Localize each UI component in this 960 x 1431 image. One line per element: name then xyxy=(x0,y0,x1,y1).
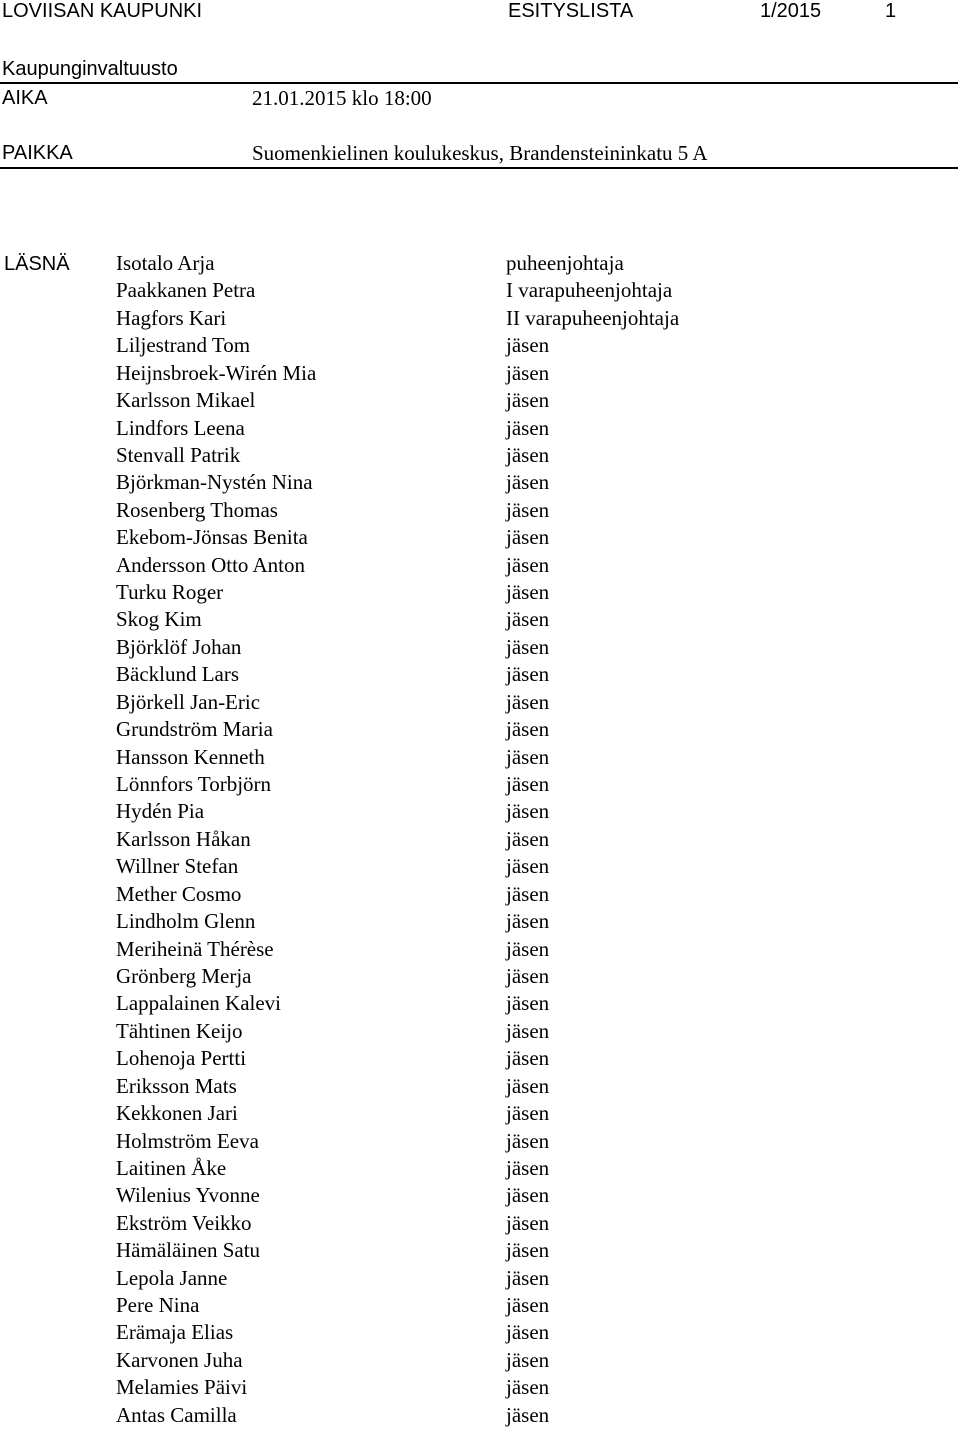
attendee-row xyxy=(0,306,960,333)
attendee-row xyxy=(0,772,960,799)
attendee-name: Andersson Otto Anton xyxy=(116,552,305,577)
attendee-row xyxy=(0,662,960,689)
attendee-role: jäsen xyxy=(506,991,550,1016)
attendee-name: Laitinen Åke xyxy=(116,1155,227,1180)
attendee-row xyxy=(0,1320,960,1347)
attendee-name: Liljestrand Tom xyxy=(116,333,251,358)
attendee-role: jäsen xyxy=(506,1128,550,1153)
attendee-name: Stenvall Patrik xyxy=(116,442,241,467)
attendee-name: Kekkonen Jari xyxy=(116,1101,238,1126)
attendee-role: jäsen xyxy=(506,826,550,851)
attendee-row xyxy=(0,580,960,607)
attendee-name: Björkman-Nystén Nina xyxy=(116,470,313,495)
place-label: PAIKKA xyxy=(2,142,73,164)
attendee-row xyxy=(0,251,960,278)
attendee-role: jäsen xyxy=(506,360,550,385)
attendee-row xyxy=(0,1348,960,1375)
attendee-name: Lindholm Glenn xyxy=(116,909,256,934)
attendee-name: Melamies Päivi xyxy=(116,1375,248,1400)
place-value: Suomenkielinen koulukeskus, Brandensteininkatu 5 A xyxy=(252,141,708,165)
attendee-row xyxy=(0,1211,960,1238)
attendee-role: jäsen xyxy=(506,1210,550,1235)
document-number: 1/2015 xyxy=(760,0,822,22)
attendee-name: Ekström Veikko xyxy=(116,1210,252,1235)
attendee-name: Lönnfors Torbjörn xyxy=(116,772,272,797)
attendee-name: Wilenius Yvonne xyxy=(116,1183,260,1208)
organ-name: Kaupunginvaltuusto xyxy=(2,58,178,80)
attendee-role: jäsen xyxy=(506,1155,550,1180)
attendee-name: Rosenberg Thomas xyxy=(116,497,278,522)
attendee-row xyxy=(0,635,960,662)
attendee-row xyxy=(0,1183,960,1210)
attendee-name: Hagfors Kari xyxy=(116,305,227,330)
attendee-row xyxy=(0,1238,960,1265)
attendee-role: jäsen xyxy=(506,607,550,632)
attendee-row xyxy=(0,333,960,360)
attendee-row xyxy=(0,278,960,305)
document-type: ESITYSLISTA xyxy=(508,0,634,22)
attendee-role: jäsen xyxy=(506,909,550,934)
attendee-name: Holmström Eeva xyxy=(116,1128,259,1153)
attendee-row xyxy=(0,470,960,497)
attendee-role: jäsen xyxy=(506,1347,550,1372)
attendee-name: Eriksson Mats xyxy=(116,1073,237,1098)
attendee-row xyxy=(0,1266,960,1293)
attendee-role: jäsen xyxy=(506,689,550,714)
attendee-row xyxy=(0,827,960,854)
attendee-row xyxy=(0,1293,960,1320)
present-label: LÄSNÄ xyxy=(4,253,70,275)
attendee-name: Willner Stefan xyxy=(116,854,239,879)
attendee-role: jäsen xyxy=(506,415,550,440)
time-value: 21.01.2015 klo 18:00 xyxy=(252,86,432,110)
attendee-name: Lindfors Leena xyxy=(116,415,245,440)
attendee-role: jäsen xyxy=(506,580,550,605)
attendee-role: jäsen xyxy=(506,772,550,797)
attendee-row xyxy=(0,991,960,1018)
attendee-name: Lohenoja Pertti xyxy=(116,1046,247,1071)
attendee-name: Ekebom-Jönsas Benita xyxy=(116,525,308,550)
attendee-role: jäsen xyxy=(506,963,550,988)
attendee-name: Björkell Jan-Eric xyxy=(116,689,261,714)
attendee-row xyxy=(0,1156,960,1183)
attendee-row xyxy=(0,799,960,826)
attendee-role: jäsen xyxy=(506,1183,550,1208)
attendee-role: jäsen xyxy=(506,1101,550,1126)
attendee-role: jäsen xyxy=(506,525,550,550)
attendee-row xyxy=(0,1403,960,1430)
attendee-role: jäsen xyxy=(506,1073,550,1098)
attendee-name: Mether Cosmo xyxy=(116,881,242,906)
attendee-row xyxy=(0,388,960,415)
attendee-role: jäsen xyxy=(506,1238,550,1263)
page-number: 1 xyxy=(885,0,897,22)
attendee-list xyxy=(0,251,960,1430)
attendee-role: I varapuheenjohtaja xyxy=(506,278,673,303)
attendee-role: jäsen xyxy=(506,634,550,659)
attendee-role: jäsen xyxy=(506,662,550,687)
attendee-name: Björklöf Johan xyxy=(116,634,242,659)
attendee-row xyxy=(0,443,960,470)
attendee-role: jäsen xyxy=(506,333,550,358)
attendee-role: jäsen xyxy=(506,799,550,824)
attendee-row xyxy=(0,361,960,388)
city-name: LOVIISAN KAUPUNKI xyxy=(2,0,203,22)
attendee-name: Karlsson Håkan xyxy=(116,826,251,851)
document-header xyxy=(0,0,960,24)
attendee-name: Tähtinen Keijo xyxy=(116,1018,243,1043)
attendee-row xyxy=(0,607,960,634)
attendee-row xyxy=(0,854,960,881)
attendee-row xyxy=(0,498,960,525)
attendee-name: Grundström Maria xyxy=(116,717,273,742)
attendee-name: Lappalainen Kalevi xyxy=(116,991,282,1016)
attendee-role: jäsen xyxy=(506,388,550,413)
attendee-name: Karlsson Mikael xyxy=(116,388,256,413)
attendee-name: Heijnsbroek-Wirén Mia xyxy=(116,360,317,385)
section-divider xyxy=(0,167,958,169)
attendee-name: Karvonen Juha xyxy=(116,1347,243,1372)
attendee-role: puheenjohtaja xyxy=(506,251,624,275)
attendee-role: jäsen xyxy=(506,744,550,769)
attendee-role: jäsen xyxy=(506,881,550,906)
attendee-name: Erämaja Elias xyxy=(116,1320,234,1345)
time-label: AIKA xyxy=(2,87,48,109)
attendee-role: jäsen xyxy=(506,1265,550,1290)
attendee-row xyxy=(0,1074,960,1101)
attendee-row xyxy=(0,1101,960,1128)
attendee-row xyxy=(0,1046,960,1073)
attendee-row xyxy=(0,525,960,552)
attendee-role: jäsen xyxy=(506,1402,550,1427)
attendee-name: Paakkanen Petra xyxy=(116,278,256,303)
attendee-name: Bäcklund Lars xyxy=(116,662,240,687)
attendee-row xyxy=(0,745,960,772)
attendee-role: jäsen xyxy=(506,1320,550,1345)
attendee-name: Hämäläinen Satu xyxy=(116,1238,261,1263)
attendee-row xyxy=(0,882,960,909)
attendee-role: jäsen xyxy=(506,442,550,467)
attendee-role: jäsen xyxy=(506,1293,550,1318)
attendee-row xyxy=(0,1375,960,1402)
attendee-name: Isotalo Arja xyxy=(116,251,215,275)
attendee-name: Grönberg Merja xyxy=(116,963,252,988)
attendee-row xyxy=(0,690,960,717)
attendee-name: Pere Nina xyxy=(116,1293,200,1318)
attendee-name: Lepola Janne xyxy=(116,1265,228,1290)
attendee-role: jäsen xyxy=(506,717,550,742)
attendee-name: Antas Camilla xyxy=(116,1402,237,1427)
attendee-row xyxy=(0,909,960,936)
attendee-name: Hydén Pia xyxy=(116,799,205,824)
attendee-role: jäsen xyxy=(506,1375,550,1400)
attendee-name: Skog Kim xyxy=(116,607,202,632)
attendee-role: jäsen xyxy=(506,854,550,879)
attendee-role: jäsen xyxy=(506,470,550,495)
attendee-name: Turku Roger xyxy=(116,580,224,605)
attendee-role: jäsen xyxy=(506,552,550,577)
attendee-role: jäsen xyxy=(506,497,550,522)
attendee-role: jäsen xyxy=(506,936,550,961)
attendee-row xyxy=(0,416,960,443)
attendee-role: jäsen xyxy=(506,1018,550,1043)
attendee-row xyxy=(0,1019,960,1046)
attendee-row xyxy=(0,717,960,744)
header-divider xyxy=(0,82,958,84)
attendee-name: Hansson Kenneth xyxy=(116,744,265,769)
attendee-row xyxy=(0,1129,960,1156)
attendee-row xyxy=(0,937,960,964)
attendee-row xyxy=(0,964,960,991)
attendee-role: II varapuheenjohtaja xyxy=(506,305,680,330)
attendee-name: Meriheinä Thérèse xyxy=(116,936,274,961)
attendee-role: jäsen xyxy=(506,1046,550,1071)
attendee-row xyxy=(0,553,960,580)
